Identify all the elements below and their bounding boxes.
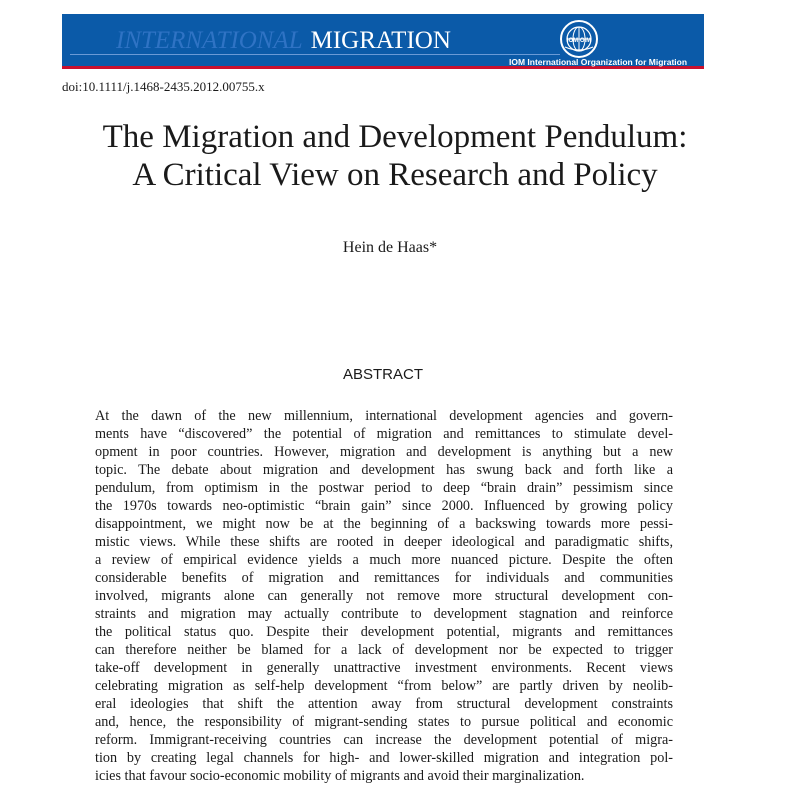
paper-title-line-2: A Critical View on Research and Policy [132, 157, 658, 193]
abstract-body [95, 407, 673, 785]
abstract-line: can therefore neither be blamed for a lack of development nor be expected to trigger [95, 642, 673, 658]
abstract-line: and, hence, the responsibility of migrant-sending states to pursue political and economic [95, 714, 673, 730]
abstract-line: the political status quo. Despite their development potential, migrants and remittances [95, 624, 673, 640]
abstract-line: opment in poor countries. However, migration and development is anything but a new [95, 444, 673, 460]
doi: doi:10.1111/j.1468-2435.2012.00755.x [62, 79, 265, 94]
iom-logo [559, 19, 599, 59]
abstract-line: eral ideologies that shift the attention away from structural development constraints [95, 696, 673, 712]
abstract-line: topic. The debate about migration and development has swung back and forth like a [95, 462, 673, 478]
banner-rule [70, 54, 560, 55]
abstract-line: tion by creating legal channels for high- and lower-skilled migration and integration pol- [95, 750, 673, 766]
abstract-line: ments have “discovered” the potential of migration and remittances to stimulate devel- [95, 426, 673, 442]
abstract-heading: ABSTRACT [342, 366, 423, 383]
publisher-caption: IOM International Organization for Migration [509, 57, 688, 67]
abstract-line: celebrating migration as self-help development “from below” are partly driven by neolib- [95, 678, 673, 694]
abstract-line: pendulum, from optimism in the postwar period to deep “brain drain” pessimism since [95, 480, 673, 496]
abstract-line: involved, migrants alone can generally not remove more structural development con- [95, 588, 673, 604]
abstract-line: a review of empirical evidence yields a much more nuanced picture. Despite the often [95, 552, 673, 568]
journal-name: MIGRATION [310, 27, 451, 54]
abstract-line: reform. Immigrant-receiving countries can increase the development potential of migra- [95, 732, 673, 748]
abstract-line: disappointment, we might now be at the beginning of a backswing towards more pessi- [95, 516, 673, 532]
abstract-line: take-off development in generally unattractive investment environments. Recent views [95, 660, 673, 676]
abstract-line: the 1970s towards neo-optimistic “brain gain” since 2000. Influenced by growing policy [95, 498, 673, 514]
paper-title-line-1: The Migration and Development Pendulum: [102, 119, 688, 155]
journal-prefix: INTERNATIONAL [116, 27, 303, 54]
author: Hein de Haas* [342, 239, 438, 256]
paper-title [0, 118, 790, 194]
iom-logo-text: IOM OIM [566, 38, 592, 44]
abstract-line: straints and migration may actually contribute to development stagnation and reinforce [95, 606, 673, 622]
abstract-line: mistic views. While these shifts are rooted in deeper ideological and paradigmatic shifts, [95, 534, 673, 550]
journal-title [116, 27, 451, 55]
journal-banner [62, 14, 704, 69]
abstract-line: At the dawn of the new millennium, international development agencies and govern- [95, 408, 673, 424]
abstract-line: icies that favour socio-economic mobility of migrants and avoid their marginalization. [95, 768, 585, 784]
abstract-line: considerable benefits of migration and remittances for individuals and communities [95, 570, 673, 586]
